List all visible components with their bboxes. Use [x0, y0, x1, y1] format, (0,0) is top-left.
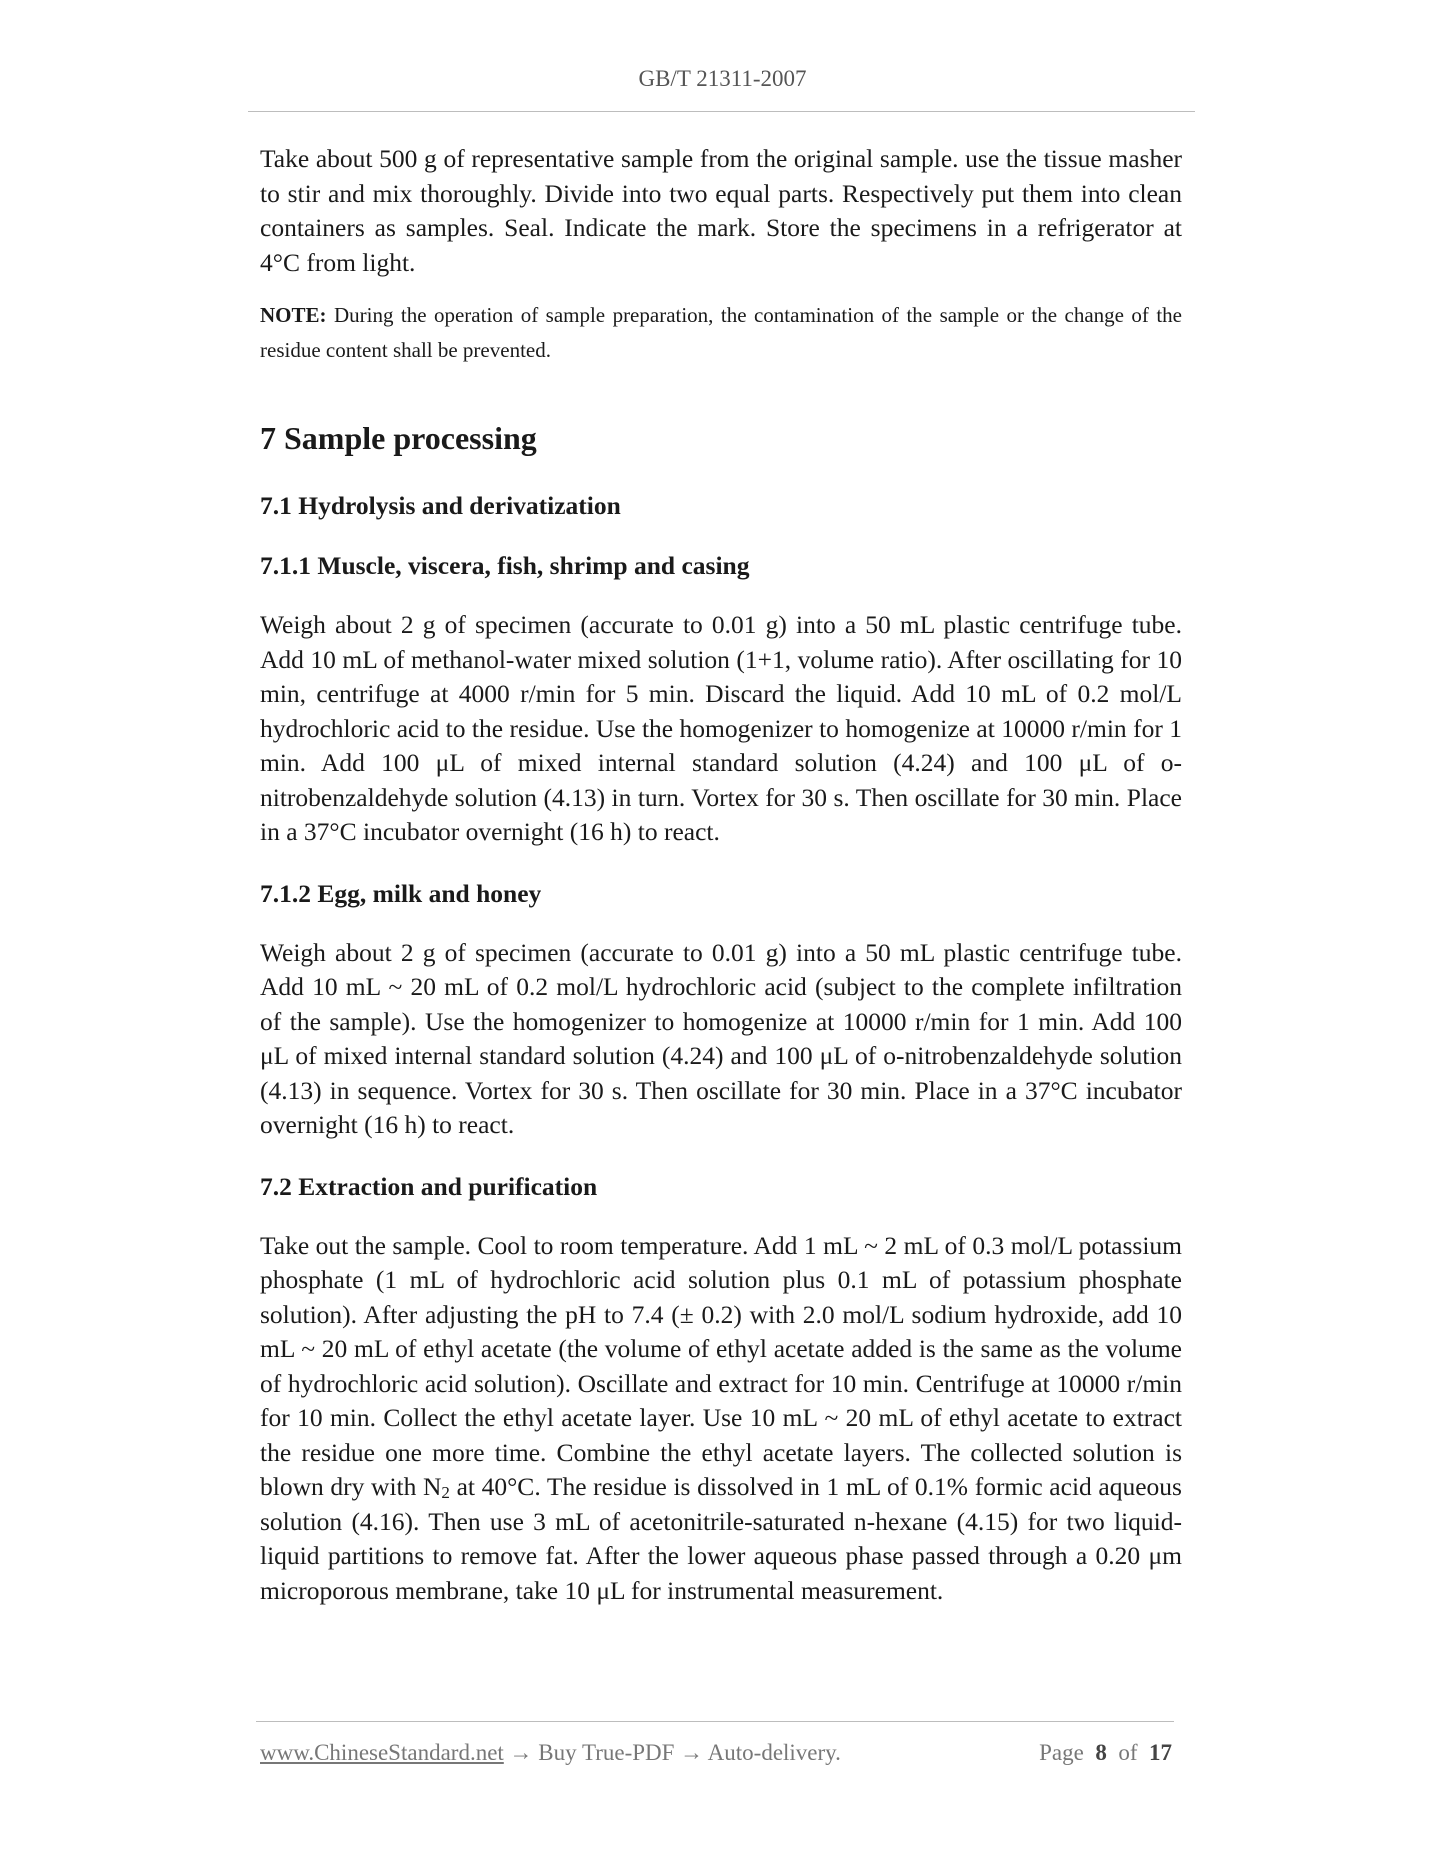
- page-word: Page: [1039, 1740, 1084, 1765]
- section-7-1-1-paragraph: Weigh about 2 g of specimen (accurate to 0.01 g) into a 50 mL plastic centrifuge tube. Add 10 mL of methanol-water mixed solution (1+1, volume ratio). After oscillating for 10 min, centrifuge at 4000 r/min for 5 min. Discard the liquid. Add 10 mL of 0.2 mol/L hydrochloric acid to the residue. Use the homogenizer to homogenize at 10000 r/min for 1 min. Add 100 μL of mixed internal standard solution (4.24) and 100 μL of o-nitrobenzaldehyde solution (4.13) in turn. Vortex for 30 s. Then oscillate for 30 min. Place in a 37°C incubator overnight (16 h) to react.: [260, 610, 1182, 846]
- section-7-2-text-part2: at 40°C. The residue is dissolved in 1 mL of 0.1% formic acid aqueous solution (4.16). Then use 3 mL of acetonitrile-saturated n-hexane (4.15) for two liquid-liquid partitions to remove fat. After the lower aqueous phase passed through a 0.20 μm microporous membrane, take 10 μL for instrumental measurement.: [260, 1472, 1182, 1605]
- page-number: [1039, 1740, 1172, 1766]
- section-7-2-paragraph: [260, 1229, 1182, 1609]
- running-header: GB/T 21311-2007: [638, 66, 807, 91]
- page-current: 8: [1095, 1740, 1107, 1765]
- section-7-1-2-heading: 7.1.2 Egg, milk and honey: [260, 878, 542, 908]
- note-text: During the operation of sample preparation, the contamination of the sample or the change of the residue content shall be prevented.: [260, 303, 1182, 362]
- section-7-heading: 7 Sample processing: [260, 420, 537, 456]
- footer-promo: [260, 1740, 841, 1766]
- note-label: NOTE:: [260, 303, 327, 327]
- footer-divider: [256, 1721, 1174, 1722]
- of-word: of: [1118, 1740, 1138, 1765]
- page-total: 17: [1149, 1740, 1172, 1765]
- section-7-1-heading: 7.1 Hydrolysis and derivatization: [260, 491, 621, 520]
- section-7-1-2-paragraph: Weigh about 2 g of specimen (accurate to 0.01 g) into a 50 mL plastic centrifuge tube. Add 10 mL ~ 20 mL of 0.2 mol/L hydrochloric acid (subject to the complete infiltration of the sample). Use the homogenizer to homogenize at 10000 r/min for 1 min. Add 100 μL of mixed internal standard solution (4.24) and 100 μL of o-nitrobenzaldehyde solution (4.13) in sequence. Vortex for 30 s. Then oscillate for 30 min. Place in a 37°C incubator overnight (16 h) to react.: [260, 937, 1182, 1139]
- intro-paragraph: Take about 500 g of representative sample from the original sample. use the tissue masher to stir and mix thoroughly. Divide into two equal parts. Respectively put them into clean containers as samples. Seal. Indicate the mark. Store the specimens in a refrigerator at 4°C from light.: [260, 144, 1182, 277]
- note-paragraph: [260, 298, 1182, 368]
- section-7-2-heading: 7.2 Extraction and purification: [260, 1171, 598, 1201]
- section-7-1-1-heading: 7.1.1 Muscle, viscera, fish, shrimp and casing: [260, 551, 750, 580]
- site-link[interactable]: www.ChineseStandard.net: [260, 1740, 504, 1765]
- subscript-2: 2: [441, 1483, 450, 1502]
- header-divider: [248, 111, 1195, 112]
- section-7-2-text-part1: Take out the sample. Cool to room temperature. Add 1 mL ~ 2 mL of 0.3 mol/L potassium phosphate (1 mL of hydrochloric acid solution plus 0.1 mL of potassium phosphate solution). After adjusting the pH to 7.4 (± 0.2) with 2.0 mol/L sodium hydroxide, add 10 mL ~ 20 mL of ethyl acetate (the volume of ethyl acetate added is the same as the volume of hydrochloric acid solution). Oscillate and extract for 10 min. Centrifuge at 10000 r/min for 10 min. Collect the ethyl acetate layer. Use 10 mL ~ 20 mL of ethyl acetate to extract the residue one more time. Combine the ethyl acetate layers. The collected solution is blown dry with N: [260, 1230, 1182, 1501]
- page-body: [260, 142, 1182, 1608]
- promo-text: → Buy True-PDF → Auto-delivery.: [503, 1740, 841, 1765]
